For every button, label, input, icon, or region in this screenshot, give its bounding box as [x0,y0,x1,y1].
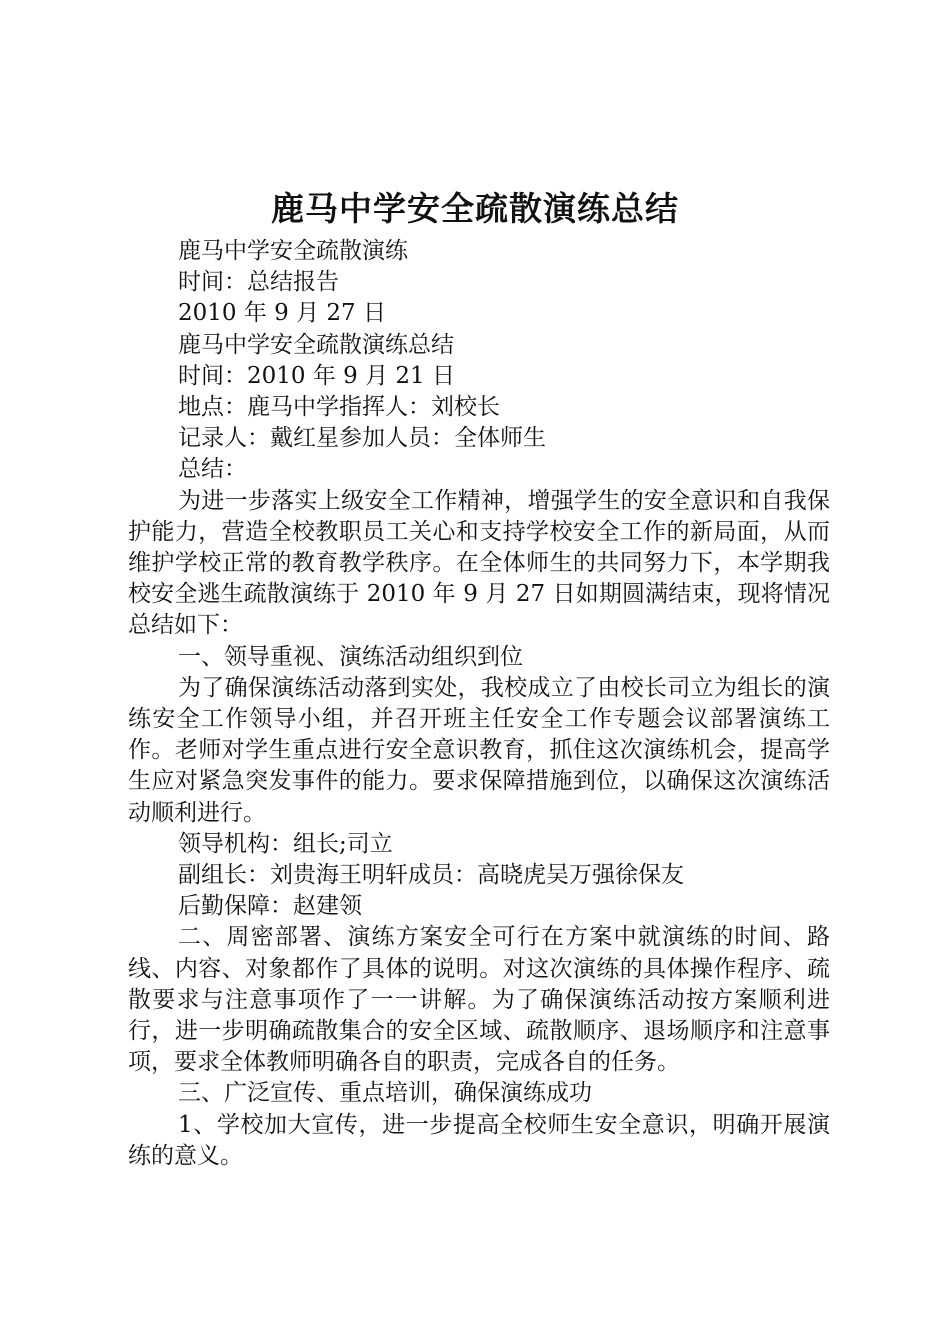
paragraph: 2010 年 9 月 27 日 [178,300,386,327]
paragraph: 后勤保障：赵建领 [178,893,362,920]
paragraph: 1、学校加大宣传，进一步提高全校师生安全意识，明确开展演练的意义。 [128,1111,830,1169]
paragraph: 总结： [178,456,247,483]
paragraph: 记录人：戴红星参加人员：全体师生 [178,425,546,452]
document-body [128,236,830,1172]
section-heading: 一、领导重视、演练活动组织到位 [178,643,523,670]
paragraph: 时间：2010 年 9 月 21 日 [178,362,455,389]
paragraph: 鹿马中学安全疏散演练总结 [178,331,454,358]
paragraph: 副组长：刘贵海王明轩成员：高晓虎吴万强徐保友 [178,862,684,889]
document-title: 鹿马中学安全疏散演练总结 [271,189,679,228]
paragraph: 二、周密部署、演练方案安全可行在方案中就演练的时间、路线、内容、对象都作了具体的说明。对这次演练的具体操作程序、疏散要求与注意事项作了一一讲解。为了确保演练活动按方案顺利进行，进一步明确疏散集合的安全区域、疏散顺序、退场顺序和注意事项，要求全体教师明确各自的职责，完成各自的任务。 [128,924,830,1076]
section-heading: 三、广泛宣传、重点培训，确保演练成功 [178,1080,592,1107]
paragraph: 时间：总结报告 [178,269,339,296]
paragraph: 为了确保演练活动落到实处，我校成立了由校长司立为组长的演练安全工作领导小组，并召开班主任安全工作专题会议部署演练工作。老师对学生重点进行安全意识教育，抓住这次演练机会，提高学生应对紧急突发事件的能力。要求保障措施到位，以确保这次演练活动顺利进行。 [128,674,830,826]
paragraph: 地点：鹿马中学指挥人：刘校长 [178,394,500,421]
paragraph: 领导机构：组长;司立 [178,830,393,857]
paragraph: 为进一步落实上级安全工作精神，增强学生的安全意识和自我保护能力，营造全校教职员工关心和支持学校安全工作的新局面，从而维护学校正常的教育教学秩序。在全体师生的共同努力下，本学期我校安全逃生疏散演练于 2010 年 9 月 27 日如期圆满结束，现将情况总结如下： [128,487,830,639]
paragraph: 鹿马中学安全疏散演练 [178,238,408,264]
